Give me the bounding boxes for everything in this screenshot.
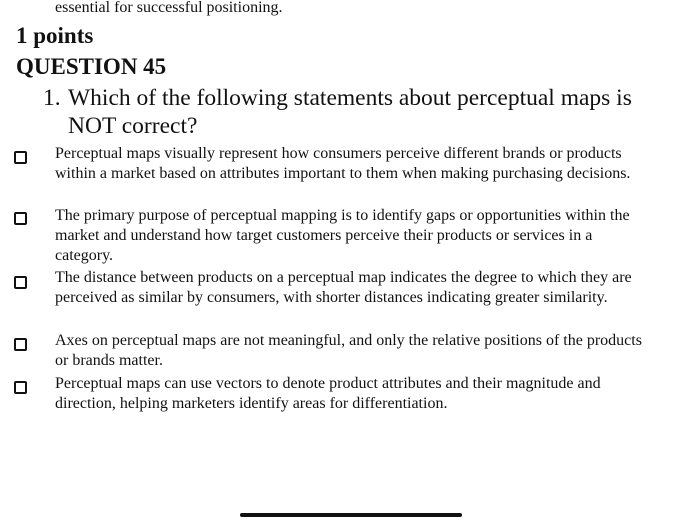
question-item-number: 1. <box>43 85 61 111</box>
option-text: Perceptual maps visually represent how consumers perceive different brands or products within a market based on attributes important to them when making purchasing decisions. <box>55 145 631 182</box>
question-number-label: QUESTION 45 <box>16 54 167 79</box>
previous-question-fragment: essential for successful positioning. <box>55 0 283 16</box>
points-label: 1 points <box>16 23 94 48</box>
radio-button[interactable] <box>14 212 27 225</box>
option-text: The distance between products on a perceptual map indicates the degree to which they are perceived as similar by consumers, with shorter distances indicating greater similarity. <box>55 269 632 306</box>
home-indicator <box>240 513 462 517</box>
radio-button[interactable] <box>14 381 27 394</box>
option-text: Perceptual maps can use vectors to denote product attributes and their magnitude and direction, helping marketers identify areas for differentiation. <box>55 375 601 412</box>
radio-button[interactable] <box>14 151 27 164</box>
option-text: The primary purpose of perceptual mapping is to identify gaps or opportunities within the market and understand how target customers perceive their products or services in a category. <box>55 207 630 264</box>
radio-button[interactable] <box>14 338 27 351</box>
question-text-line2: NOT correct? <box>68 113 198 139</box>
question-text-line1: Which of the following statements about perceptual maps is <box>68 85 632 111</box>
option-text: Axes on perceptual maps are not meaningful, and only the relative positions of the products or brands matter. <box>55 332 642 369</box>
radio-button[interactable] <box>14 276 27 289</box>
question-text <box>43 84 700 140</box>
